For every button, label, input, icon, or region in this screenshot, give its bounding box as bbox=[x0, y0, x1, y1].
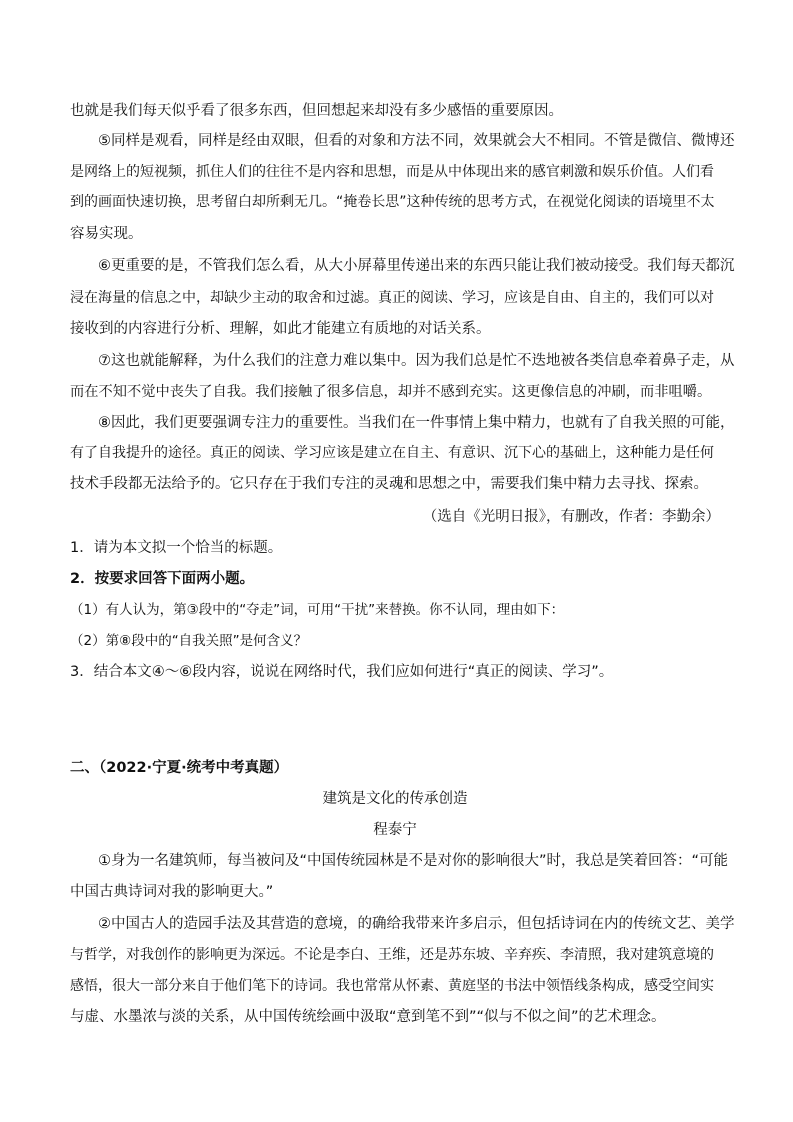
paragraph-8-line: ⑧因此，我们更要强调专注力的重要性。当我们在一件事情上集中精力，也就有了自我关照的可能， bbox=[98, 415, 735, 431]
paragraph-line: 与虚、水墨浓与淡的关系，从中国传统绘画中汲取“意到笔不到”“似与不似之间”的艺术理念。 bbox=[70, 1009, 666, 1025]
question-2-1: （1）有人认为，第③段中的“夺走”词，可用“干扰”来替换。你不认同，理由如下： bbox=[70, 602, 565, 618]
paragraph-line: 中国古典诗词对我的影响更大。” bbox=[70, 884, 274, 900]
paragraph-line: 感悟，很大一部分来自于他们笔下的诗词。我也常常从怀素、黄庭坚的书法中领悟线条构成，感受空间实 bbox=[70, 978, 714, 994]
question-1: 1．请为本文拟一个恰当的标题。 bbox=[70, 540, 283, 556]
article-author: 程泰宁 bbox=[373, 822, 417, 838]
paragraph-line: 也就是我们每天似乎看了很多东西，但回想起来却没有多少感悟的重要原因。 bbox=[70, 103, 563, 119]
question-3: 3．结合本文④～⑥段内容，说说在网络时代，我们应如何进行“真正的阅读、学习”。 bbox=[70, 664, 614, 680]
paragraph-line: 而在不知不觉中丧失了自我。我们接触了很多信息，却并不感到充实。这更像信息的冲刷，而非咀嚼。 bbox=[70, 384, 712, 400]
paragraph-2-line: ②中国古人的造园手法及其营造的意境，的确给我带来许多启示，但包括诗词在内的传统文艺、美学 bbox=[98, 916, 735, 932]
section-heading: 二、（2022·宁夏·统考中考真题） bbox=[70, 760, 289, 776]
question-2: 2．按要求回答下面两小题。 bbox=[70, 571, 255, 587]
paragraph-line: 技术手段都无法给予的。它只存在于我们专注的灵魂和思想之中，需要我们集中精力去寻找、探索。 bbox=[70, 476, 708, 492]
paragraph-line: 接收到的内容进行分析、理解，如此才能建立有质地的对话关系。 bbox=[70, 321, 491, 337]
paragraph-line: 浸在海量的信息之中，却缺少主动的取舍和过滤。真正的阅读、学习，应该是自由、自主的，我们可以对 bbox=[70, 290, 714, 306]
paragraph-1-line: ①身为一名建筑师，每当被问及“中国传统园林是不是对你的影响很大”时，我总是笑着回答：“可能 bbox=[98, 853, 729, 869]
paragraph-line: 容易实现。 bbox=[70, 226, 143, 242]
paragraph-5-line: ⑤同样是观看，同样是经由双眼，但看的对象和方法不同，效果就会大不相同。不管是微信、微博还 bbox=[98, 133, 735, 149]
paragraph-7-line: ⑦这也就能解释，为什么我们的注意力难以集中。因为我们总是忙不迭地被各类信息牵着鼻子走，从 bbox=[98, 353, 735, 369]
source-citation: （选自《光明日报》，有删改，作者：李勤余） bbox=[422, 509, 720, 525]
article-title: 建筑是文化的传承创造 bbox=[322, 791, 468, 807]
paragraph-line: 有了自我提升的途径。真正的阅读、学习应该是建立在自主、有意识、沉下心的基础上，这种能力是任何 bbox=[70, 445, 714, 461]
question-2-2: （2）第⑧段中的“自我关照”是何含义？ bbox=[70, 633, 308, 649]
paragraph-line: 到的画面快速切换，思考留白却所剩无几。“掩卷长思”这种传统的思考方式，在视觉化阅读的语境里不太 bbox=[70, 194, 715, 210]
paragraph-6-line: ⑥更重要的是，不管我们怎么看，从大小屏幕里传递出来的东西只能让我们被动接受。我们每天都沉 bbox=[98, 258, 735, 274]
paragraph-line: 是网络上的短视频，抓住人们的往往不是内容和思想，而是从中体现出来的感官刺激和娱乐价值。人们看 bbox=[70, 164, 714, 180]
paragraph-line: 与哲学，对我创作的影响更为深远。不论是李白、王维，还是苏东坡、辛弃疾、李清照，我对建筑意境的 bbox=[70, 947, 714, 963]
